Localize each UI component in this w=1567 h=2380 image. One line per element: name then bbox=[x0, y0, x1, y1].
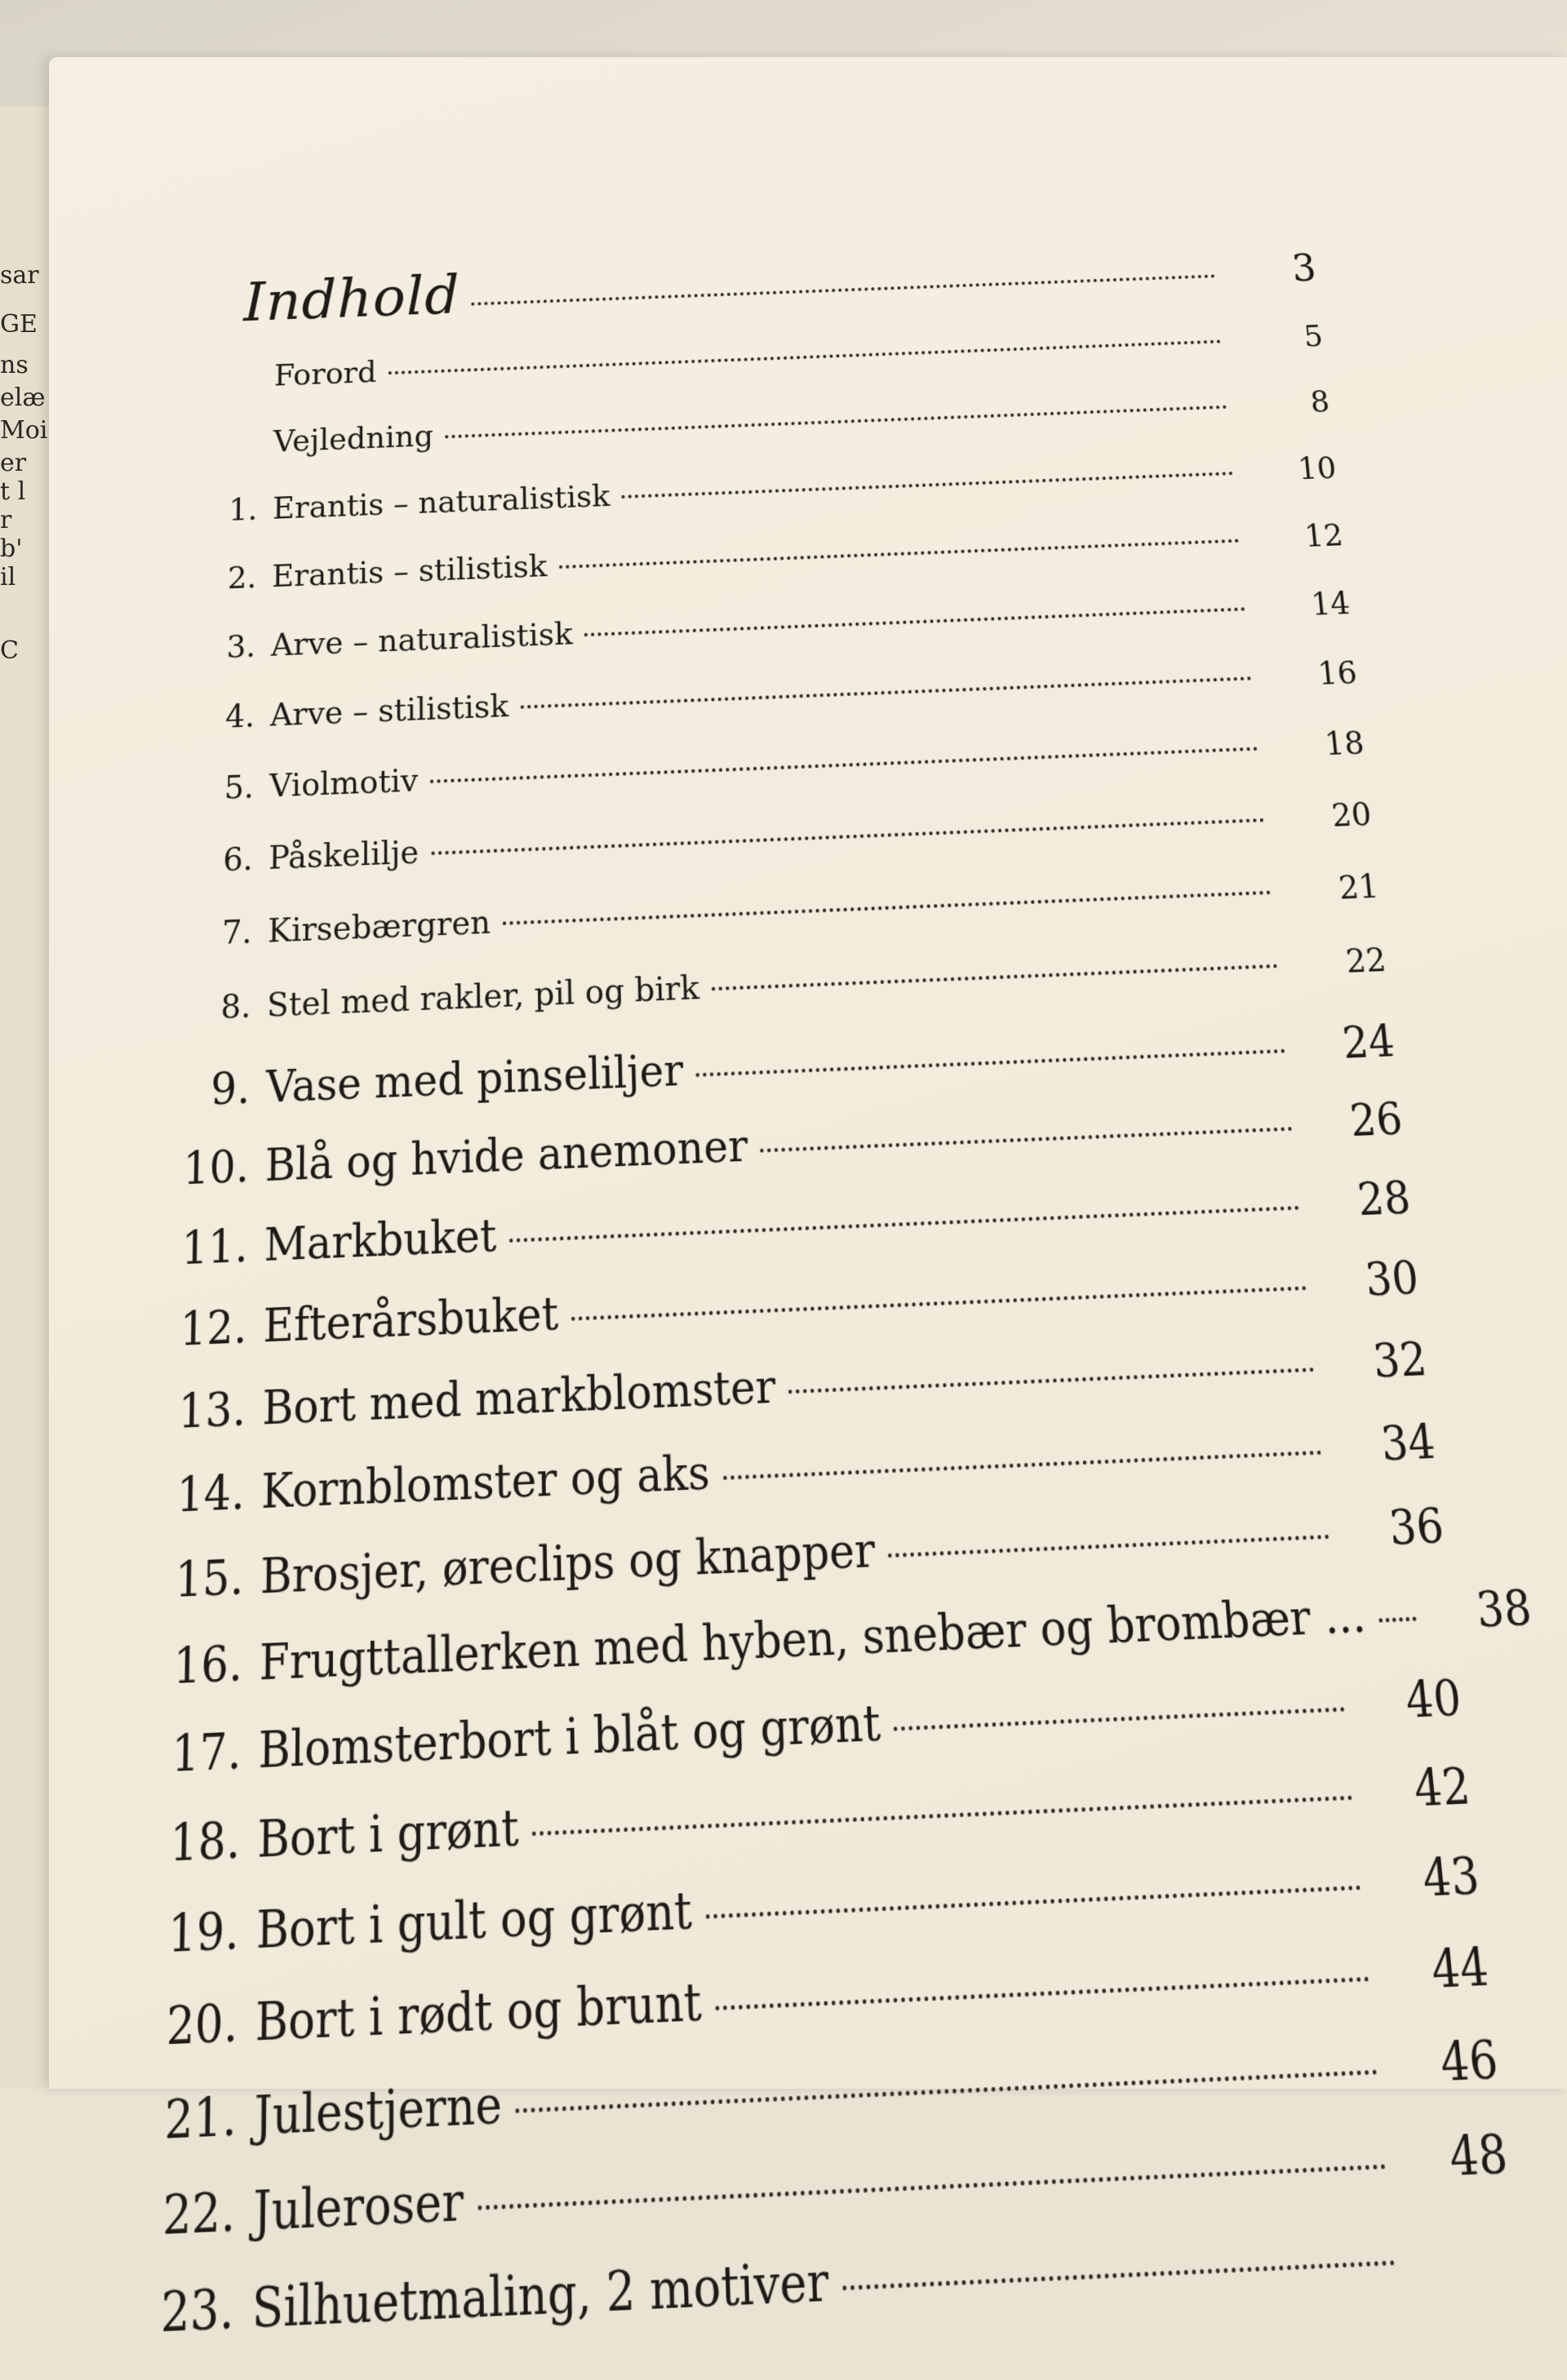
toc-entry-number: 1. bbox=[228, 492, 258, 529]
toc-page-number: 20 bbox=[1330, 796, 1374, 835]
toc-entry-label: Bort i gult og grønt bbox=[255, 1881, 693, 1961]
toc-page-number: 16 bbox=[1316, 654, 1359, 693]
toc-entry-number: 9. bbox=[210, 1061, 251, 1115]
toc-page-number: 26 bbox=[1347, 1092, 1405, 1147]
toc-entry-number: 17. bbox=[171, 1722, 242, 1784]
toc-page-number: 30 bbox=[1362, 1251, 1422, 1307]
toc-entry-label: Stel med rakler, pil og birk bbox=[266, 968, 700, 1025]
back-page-fragment: il bbox=[0, 563, 16, 592]
toc-entry-label: Brosjer, øreclips og knapper bbox=[260, 1522, 877, 1605]
back-page-fragment: GE bbox=[0, 310, 38, 339]
toc-entry-number: 5. bbox=[224, 769, 255, 807]
toc-entry-label: Vejledning bbox=[273, 419, 434, 459]
toc-entry-label: Erantis – stilistisk bbox=[271, 548, 548, 595]
toc-entry-number: 4. bbox=[224, 698, 255, 736]
toc-entry-label: Blå og hvide anemoner bbox=[264, 1119, 749, 1192]
toc-entry-number: 23. bbox=[160, 2276, 235, 2345]
toc-entry-label: Kirsebærgren bbox=[267, 903, 491, 951]
table-of-contents bbox=[122, 232, 1534, 2380]
toc-entry-label: Efterårsbuket bbox=[263, 1287, 559, 1353]
toc-entry-label: Bort i rødt og brunt bbox=[255, 1971, 703, 2053]
dot-leader bbox=[509, 1206, 1299, 1243]
dot-leader bbox=[761, 1127, 1293, 1153]
dot-leader bbox=[894, 1707, 1345, 1731]
toc-entry-number: 8. bbox=[220, 986, 251, 1027]
dot-leader bbox=[571, 1286, 1307, 1321]
toc-entry-number: 12. bbox=[179, 1299, 247, 1357]
toc-page-number: 48 bbox=[1446, 2122, 1511, 2188]
toc-page-number: 5 bbox=[1302, 319, 1325, 354]
toc-entry-label: Kornblomster og aks bbox=[260, 1444, 711, 1520]
toc-entry-label: Markbuket bbox=[264, 1208, 497, 1272]
toc-page-number: 8 bbox=[1308, 384, 1332, 419]
toc-entry-number: 3. bbox=[226, 628, 256, 666]
toc-page-number: 10 bbox=[1296, 450, 1338, 487]
toc-entry-label: Forord bbox=[273, 355, 377, 393]
toc-entry-label: Silhuetmaling, 2 motiver bbox=[251, 2249, 830, 2341]
toc-entry-label: Julestjerne bbox=[254, 2073, 503, 2147]
toc-entry-label: Påskelilje bbox=[268, 834, 419, 877]
toc-entry-label: Juleroser bbox=[252, 2169, 464, 2243]
toc-entry-label: Arve – naturalistisk bbox=[270, 616, 574, 664]
dot-leader bbox=[696, 1049, 1285, 1077]
toc-entry-label: Vase med pinseliljer bbox=[265, 1044, 685, 1113]
back-page-fragment: t l bbox=[0, 477, 26, 506]
toc-page-number: 18 bbox=[1323, 725, 1366, 763]
toc-page-number: 22 bbox=[1343, 941, 1388, 982]
toc-entry-label: Frugttallerken med hyben, snebær og brombær ... bbox=[259, 1586, 1368, 1691]
toc-entry-number: 21. bbox=[163, 2085, 237, 2152]
toc-page-number: 36 bbox=[1386, 1497, 1447, 1556]
dot-leader bbox=[1378, 1617, 1416, 1623]
toc-page-number: 42 bbox=[1411, 1757, 1473, 1818]
back-page-fragment: elæ bbox=[0, 383, 46, 412]
back-page-fragment: C bbox=[0, 636, 19, 665]
dot-leader bbox=[477, 2165, 1387, 2210]
toc-list bbox=[122, 319, 1534, 2380]
toc-entry-number: 20. bbox=[166, 1992, 238, 2057]
toc-entry-label: Bort med markblomster bbox=[262, 1358, 777, 1436]
toc-page-number: 24 bbox=[1340, 1015, 1397, 1069]
toc-entry-number: 22. bbox=[162, 2180, 236, 2247]
toc-page-number: 38 bbox=[1473, 1579, 1534, 1638]
toc-page-number: 14 bbox=[1309, 586, 1352, 623]
dot-leader bbox=[712, 964, 1278, 991]
toc-page-number: 3 bbox=[1290, 246, 1319, 290]
toc-page-number: 46 bbox=[1437, 2028, 1501, 2094]
toc-entry-number: 15. bbox=[174, 1549, 244, 1609]
book-page bbox=[49, 57, 1567, 2345]
toc-entry-number: 18. bbox=[169, 1810, 241, 1873]
back-page-fragment: Moi bbox=[0, 416, 48, 445]
back-page-fragment: ns bbox=[0, 351, 29, 379]
toc-entry-number: 16. bbox=[172, 1634, 243, 1695]
toc-entry-label: Blomsterbort i blåt og grønt bbox=[258, 1694, 882, 1779]
toc-page-number: 12 bbox=[1303, 517, 1345, 555]
toc-entry-number: 14. bbox=[176, 1464, 246, 1523]
toc-page-number: 44 bbox=[1428, 1936, 1492, 2001]
toc-page-number: 21 bbox=[1337, 867, 1381, 907]
toc-entry-number: 7. bbox=[221, 913, 253, 953]
toc-page-number: 43 bbox=[1419, 1846, 1482, 1908]
dot-leader bbox=[584, 607, 1245, 636]
back-page-fragment: sar bbox=[0, 261, 39, 290]
dot-leader bbox=[472, 274, 1215, 305]
toc-entry-number: 10. bbox=[182, 1140, 250, 1195]
dot-leader bbox=[516, 2070, 1378, 2113]
toc-page-number: 32 bbox=[1370, 1332, 1430, 1389]
dot-leader bbox=[622, 472, 1233, 499]
toc-entry-label: Arve – stilistisk bbox=[269, 688, 509, 734]
back-page-fragment: er bbox=[0, 449, 27, 477]
toc-entry-label: Violmotiv bbox=[269, 762, 419, 805]
back-page-fragment: b' bbox=[0, 534, 23, 563]
dot-leader bbox=[716, 1977, 1369, 2010]
dot-leader bbox=[532, 1796, 1353, 1837]
dot-leader bbox=[788, 1367, 1314, 1394]
dot-leader bbox=[888, 1535, 1329, 1558]
back-page-fragment: r bbox=[0, 506, 12, 534]
toc-page-number: 34 bbox=[1378, 1414, 1438, 1472]
toc-entry-number: 11. bbox=[180, 1219, 249, 1275]
toc-page-number: 28 bbox=[1355, 1171, 1414, 1226]
dot-leader bbox=[723, 1451, 1322, 1480]
toc-entry-number: 6. bbox=[222, 840, 254, 880]
toc-entry-number bbox=[168, 386, 274, 390]
toc-page-number: 40 bbox=[1403, 1669, 1464, 1730]
toc-title: Indhold bbox=[243, 264, 460, 335]
toc-entry-number: 2. bbox=[227, 560, 257, 596]
toc-entry-label: Erantis – naturalistisk bbox=[272, 478, 610, 527]
dot-leader bbox=[843, 2260, 1396, 2290]
toc-entry-number: 13. bbox=[178, 1381, 246, 1439]
dot-leader bbox=[706, 1886, 1361, 1919]
toc-entry-number bbox=[166, 452, 273, 456]
toc-entry-label: Bort i grønt bbox=[256, 1798, 520, 1869]
toc-entry-number: 19. bbox=[167, 1900, 240, 1965]
toc-page-number bbox=[1409, 2269, 1519, 2274]
